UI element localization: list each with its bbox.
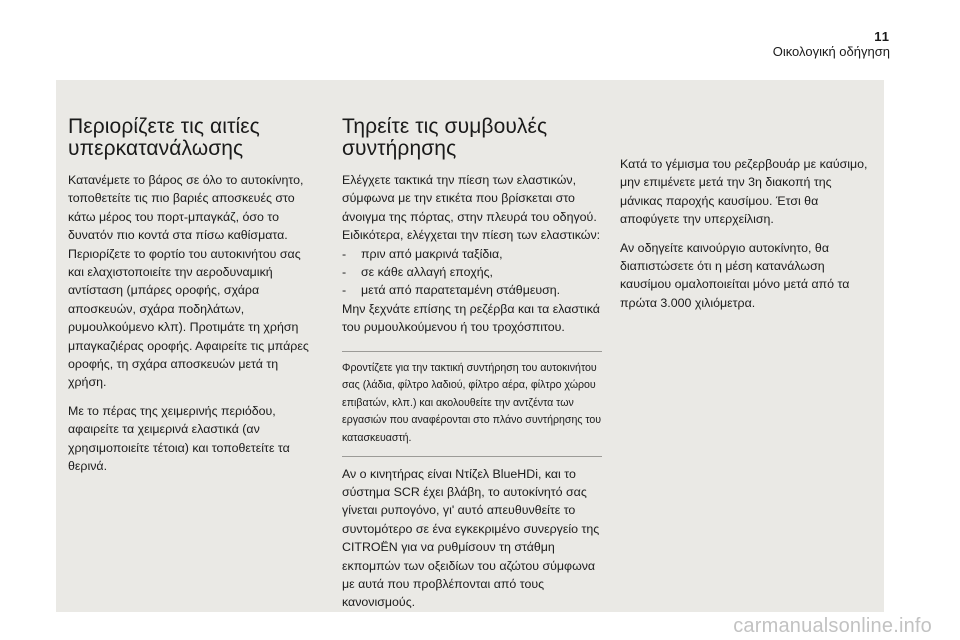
list-item-text: σε κάθε αλλαγή εποχής, — [361, 265, 494, 280]
paragraph-load-distribution: Κατανέμετε το βάρος σε όλο το αυτοκίνητο, τοποθετείτε τις πιο βαριές αποσκευές στο κάτω μέρος του πορτ-μπαγκάζ, όσο το δυνατόν πιο κοντά στα πίσω καθίσματα. Περιορίζετε το φορτίο του αυτοκινήτου σας και ελαχιστοποιείτε την αεροδυναμική αντίσταση (μπάρες οροφής, σχάρα αποσκευών, σχάρα ποδηλάτων, ρυμουλκούμενο κλπ). Προτιμάτε τη χρήση μπαγκαζιέρας οροφής. Αφαιρείτε τις μπάρες οροφής, τη σχάρα αποσκευών μετά τη χρήση. — [68, 173, 309, 390]
paragraph-bluehdi: Αν ο κινητήρας είναι Ντίζελ BlueHDi, και το σύστημα SCR έχει βλάβη, το αυτοκίνητό σας γίνεται ρυπογόνο, γι' αυτό απευθυνθείτε το συντομότερο σε ένα εγκεκριμένο συνεργείο της CITROËN για να ρυθμίσουν τη στάθμη εκπομπών των οξειδίων του αζώτου σύμφωνα με αυτά που προβλέπονται από τους κανονισμούς. — [342, 466, 600, 610]
paragraph-refuelling: Κατά το γέμισμα του ρεζερβουάρ με καύσιμο, μην επιμένετε μετά την 3η διακοπή της μάνικας παροχής καυσίμου. Έτσι θα αποφύγετε την υπερχείλιση. — [620, 157, 868, 227]
page-number: 11 — [874, 29, 890, 44]
content-panel — [56, 80, 884, 612]
paragraph-tyre-pressure: Ελέγχετε τακτικά την πίεση των ελαστικών, σύμφωνα με την ετικέτα που βρίσκεται στο άνοιγμα της πόρτας, στην πλευρά του οδηγού. Ειδικότερα, ελέγχεται την πίεση των ελαστικών: — [342, 173, 601, 243]
list-item — [342, 263, 602, 281]
list-item-text: πριν από μακρινά ταξίδια, — [361, 246, 503, 261]
dash-marker: - — [342, 246, 347, 261]
column-right — [620, 80, 872, 312]
column-left — [68, 80, 318, 476]
page-header — [773, 30, 890, 60]
paragraph-winter-tyres: Με το πέρας της χειμερινής περιόδου, αφαιρείτε τα χειμερινά ελαστικά (αν χρησιμοποιείτε τέτοια) και τοποθετείτε τα θερινά. — [68, 403, 290, 474]
paragraph-spare-tyre: Μην ξεχνάτε επίσης τη ρεζέρβα και τα ελαστικά του ρυμουλκούμενου ή του τροχόσπιτου. — [342, 301, 600, 335]
heading-overconsumption: Περιορίζετε τις αιτίες υπερκατανάλωσης — [68, 115, 260, 160]
heading-maintenance: Τηρείτε τις συμβουλές συντήρησης — [342, 115, 548, 160]
column-middle — [342, 80, 602, 612]
dash-marker: - — [342, 265, 347, 280]
watermark: carmanualsonline.info — [733, 615, 932, 637]
list-item — [342, 281, 602, 299]
dash-marker: - — [342, 283, 347, 298]
list-item — [342, 245, 602, 263]
list-item-text: μετά από παρατεταμένη στάθμευση. — [361, 283, 561, 298]
maintenance-note: Φροντίζετε για την τακτική συντήρηση του αυτοκινήτου σας (λάδια, φίλτρο λαδιού, φίλτρο αέρα, φίλτρο χώρου επιβατών, κλπ.) και ακολουθείτε την αντζέντα των εργασιών που αναφέρονται στο πλάνο συντήρησης του κατασκευαστή. — [342, 351, 602, 457]
tyre-check-list — [342, 245, 602, 300]
paragraph-new-vehicle: Αν οδηγείτε καινούργιο αυτοκίνητο, θα διαπιστώσετε ότι η μέση κατανάλωση καυσίμου ομαλοποιείται μόνο μετά από τα πρώτα 3.000 χιλιόμετρα. — [620, 240, 850, 310]
chapter-title: Οικολογική οδήγηση — [772, 44, 890, 59]
